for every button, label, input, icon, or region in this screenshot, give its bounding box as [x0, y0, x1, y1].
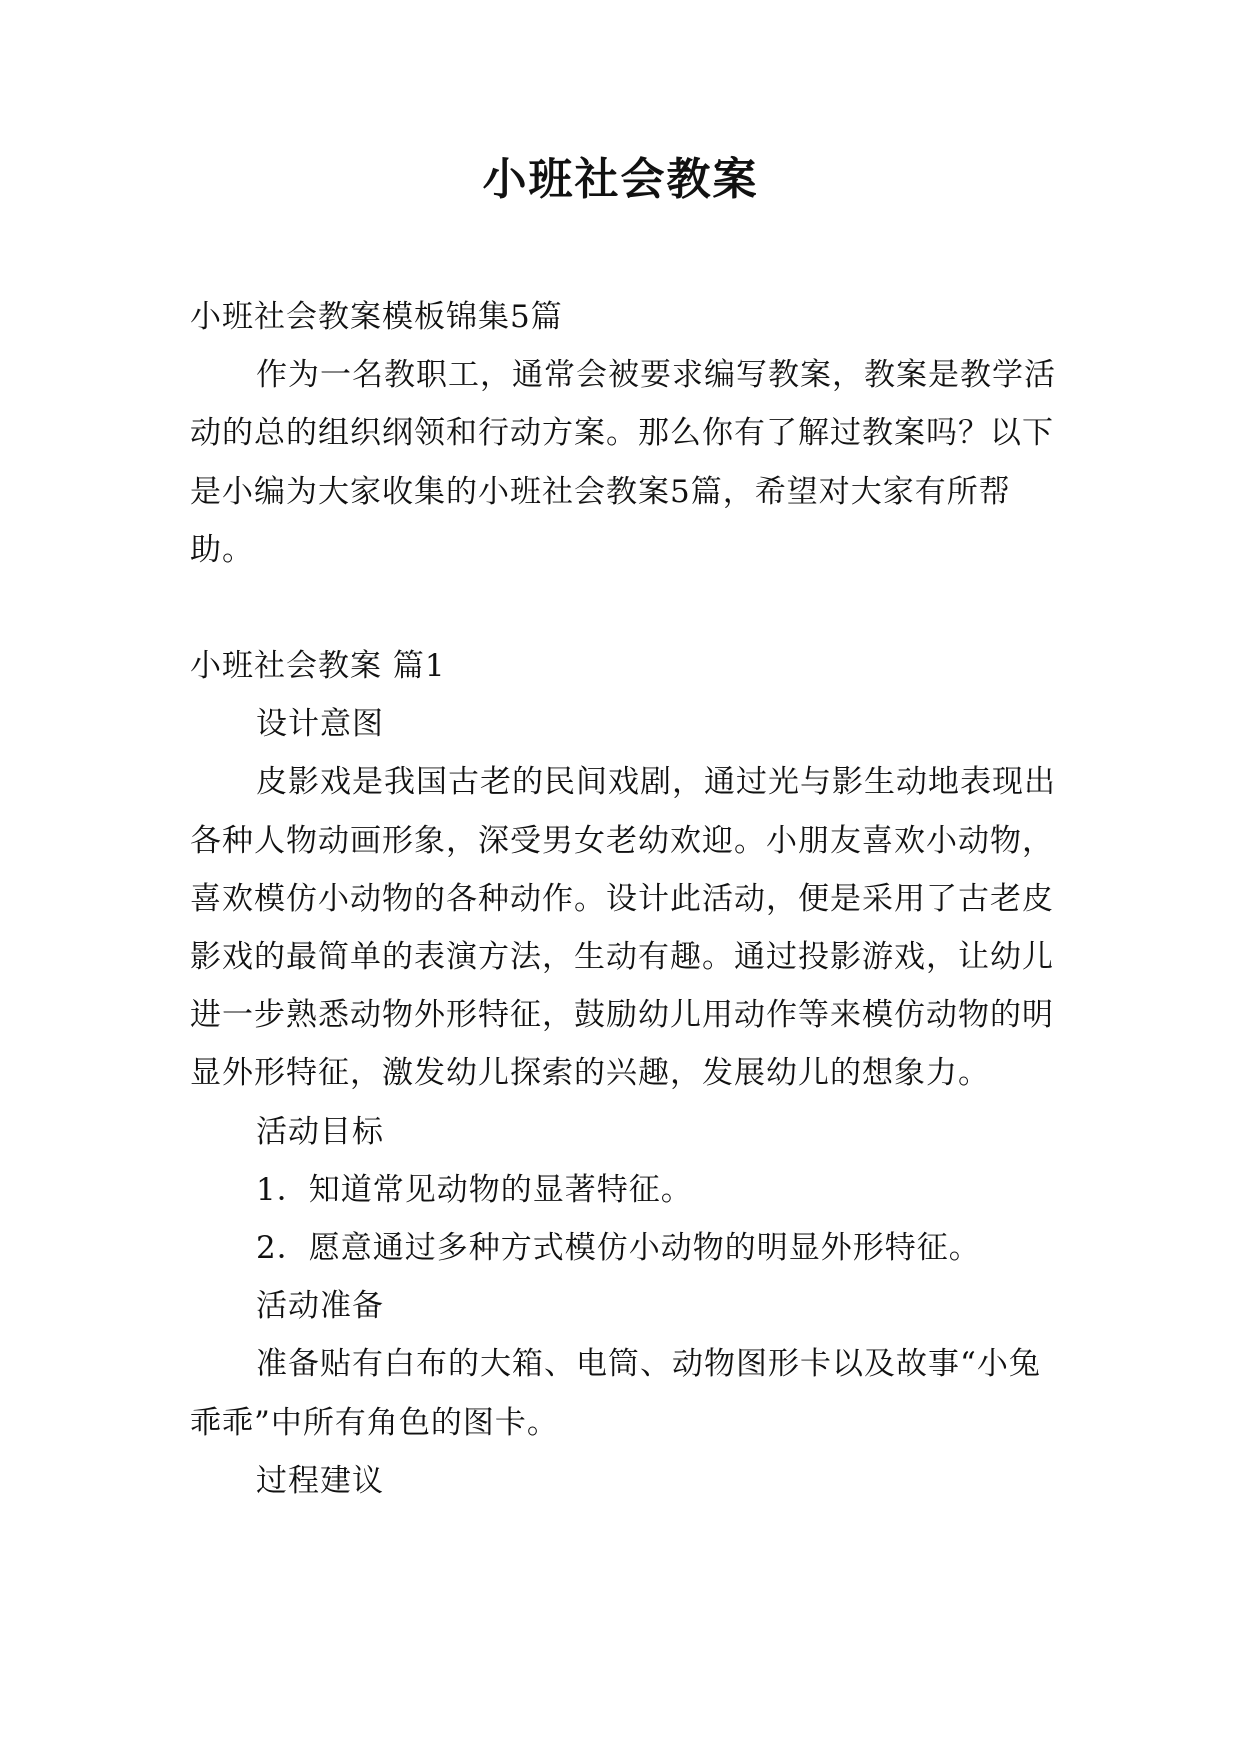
goal-item-2: 2．愿意通过多种方式模仿小动物的明显外形特征。 — [256, 1230, 981, 1267]
section-heading: 小班社会教案 篇1 — [190, 648, 446, 685]
document-subtitle: 小班社会教案模板锦集5篇 — [190, 299, 563, 335]
document-title: 小班社会教案 — [482, 154, 759, 205]
goal-item-1: 1．知道常见动物的显著特征。 — [256, 1171, 693, 1208]
document-body — [190, 288, 1070, 1510]
design-intent-heading: 设计意图 — [256, 706, 384, 743]
goals-heading: 活动目标 — [256, 1113, 384, 1150]
design-intent-paragraph: 皮影戏是我国古老的民间戏剧，通过光与影生动地表现出各种人物动画形象，深受男女老幼欢迎。小朋友喜欢小动物，喜欢模仿小动物的各种动作。设计此活动，便是采用了古老皮影戏的最简单的表演方法，生动有趣。通过投影游戏，让幼儿进一步熟悉动物外形特征，鼓励幼儿用动作等来模仿动物的明显外形特征，激发幼儿探索的兴趣，发展幼儿的想象力。 — [190, 764, 1056, 1092]
process-heading: 过程建议 — [256, 1462, 384, 1499]
intro-paragraph: 作为一名教职工，通常会被要求编写教案，教案是教学活动的总的组织纲领和行动方案。那么你有了解过教案吗？以下是小编为大家收集的小班社会教案5篇，希望对大家有所帮助。 — [190, 357, 1056, 568]
prep-heading: 活动准备 — [256, 1288, 384, 1325]
prep-paragraph: 准备贴有白布的大箱、电筒、动物图形卡以及故事“小兔乖乖”中所有角色的图卡。 — [190, 1346, 1041, 1441]
paragraph-spacer — [190, 579, 1070, 637]
